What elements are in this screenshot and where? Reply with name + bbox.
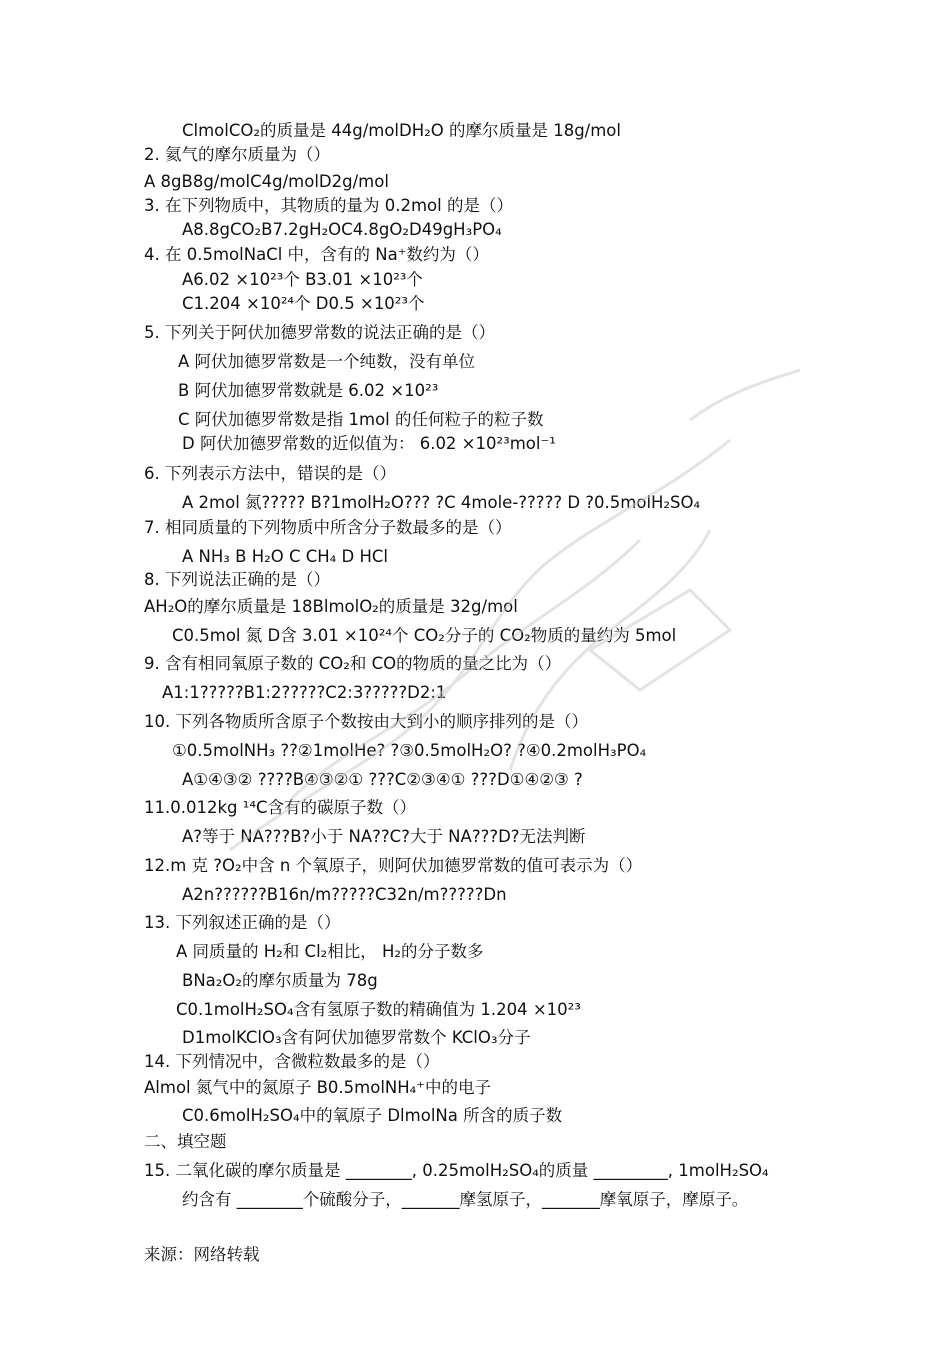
question-3-options: A8.8gCO₂B7.2gH₂OC4.8gO₂D49gH₃PO₄ — [182, 220, 502, 239]
question-15: 15. 二氧化碳的摩尔质量是 ________, 0.25molH₂SO₄的质量 _________, 1molH₂SO₄ — [144, 1161, 769, 1180]
question-10-items: ①0.5molNH₃ ??②1molHe? ?③0.5molH₂O? ?④0.2molH₃PO₄ — [172, 741, 647, 760]
question-11-options: A?等于 NA???B?小于 NA??C?大于 NA???D?无法判断 — [182, 827, 586, 846]
question-7: 7. 相同质量的下列物质中所含分子数最多的是（） — [144, 518, 512, 537]
question-5-option-a: A 阿伏加德罗常数是一个纯数，没有单位 — [178, 352, 476, 371]
question-13-option-b: BNa₂O₂的摩尔质量为 78g — [182, 971, 378, 990]
question-4-options-cd: C1.204 ×10²⁴个 D0.5 ×10²³个 — [182, 294, 425, 313]
question-9-options: A1:1?????B1:2?????C2:3?????D2:1 — [162, 683, 447, 702]
question-3: 3. 在下列物质中，其物质的量为 0.2mol 的是（） — [144, 196, 513, 215]
question-8: 8. 下列说法正确的是（） — [144, 570, 330, 589]
question-5: 5. 下列关于阿伏加德罗常数的说法正确的是（） — [144, 323, 495, 342]
question-11: 11.0.012kg ¹⁴C含有的碳原子数（） — [144, 798, 417, 817]
question-13: 13. 下列叙述正确的是（） — [144, 913, 341, 932]
line-01: ClmolCO₂的质量是 44g/molDH₂O 的摩尔质量是 18g/mol — [182, 121, 621, 140]
question-7-options: A NH₃ B H₂O C CH₄ D HCl — [182, 547, 388, 566]
question-10-options: A①④③② ????B④③②① ???C②③④① ???D①④②③ ? — [182, 770, 583, 789]
question-14-options-cd: C0.6molH₂SO₄中的氧原子 DlmolNa 所含的质子数 — [182, 1106, 563, 1125]
source-note: 来源：网络转载 — [144, 1245, 260, 1264]
question-12-options: A2n??????B16n/m?????C32n/m?????Dn — [182, 885, 507, 904]
question-9: 9. 含有相同氧原子数的 CO₂和 CO的物质的量之比为（） — [144, 654, 562, 673]
question-8-options-cd: C0.5mol 氮 D含 3.01 ×10²⁴个 CO₂分子的 CO₂物质的量约为 5mol — [172, 626, 677, 645]
question-12: 12.m 克 ?O₂中含 n 个氧原子，则阿伏加德罗常数的值可表示为（） — [144, 856, 643, 875]
question-5-option-b: B 阿伏加德罗常数就是 6.02 ×10²³ — [178, 381, 439, 400]
question-14-options-ab: Almol 氮气中的氮原子 B0.5molNH₄⁺中的电子 — [144, 1078, 491, 1097]
question-4: 4. 在 0.5molNaCl 中，含有的 Na⁺数约为（） — [144, 245, 489, 264]
question-8-options-ab: AH₂O的摩尔质量是 18BlmolO₂的质量是 32g/mol — [144, 597, 518, 616]
question-13-option-d: D1molKClO₃含有阿伏加德罗常数个 KClO₃分子 — [182, 1028, 531, 1047]
section-heading: 二、填空题 — [144, 1132, 227, 1151]
question-14: 14. 下列情况中，含微粒数最多的是（） — [144, 1052, 440, 1071]
question-5-option-c: C 阿伏加德罗常数是指 1mol 的任何粒子的粒子数 — [178, 410, 544, 429]
question-13-option-a: A 同质量的 H₂和 Cl₂相比， H₂的分子数多 — [176, 942, 484, 961]
question-6: 6. 下列表示方法中，错误的是（） — [144, 464, 396, 483]
question-13-option-c: C0.1molH₂SO₄含有氢原子数的精确值为 1.204 ×10²³ — [176, 1000, 581, 1019]
question-15-continued: 约含有 ________个硫酸分子，_______摩氢原子，_______摩氧原子，摩原子。 — [182, 1190, 749, 1209]
question-5-option-d: D 阿伏加德罗常数的近似值为： 6.02 ×10²³mol⁻¹ — [182, 434, 556, 453]
question-10: 10. 下列各物质所含原子个数按由大到小的顺序排列的是（） — [144, 712, 588, 731]
question-4-options-ab: A6.02 ×10²³个 B3.01 ×10²³个 — [182, 270, 423, 289]
question-6-options: A 2mol 氮????? B?1molH₂O??? ?C 4mole-????? D ?0.5molH₂SO₄ — [182, 493, 701, 512]
question-2: 2. 氦气的摩尔质量为（） — [144, 145, 330, 164]
question-2-options: A 8gB8g/molC4g/molD2g/mol — [144, 172, 389, 191]
